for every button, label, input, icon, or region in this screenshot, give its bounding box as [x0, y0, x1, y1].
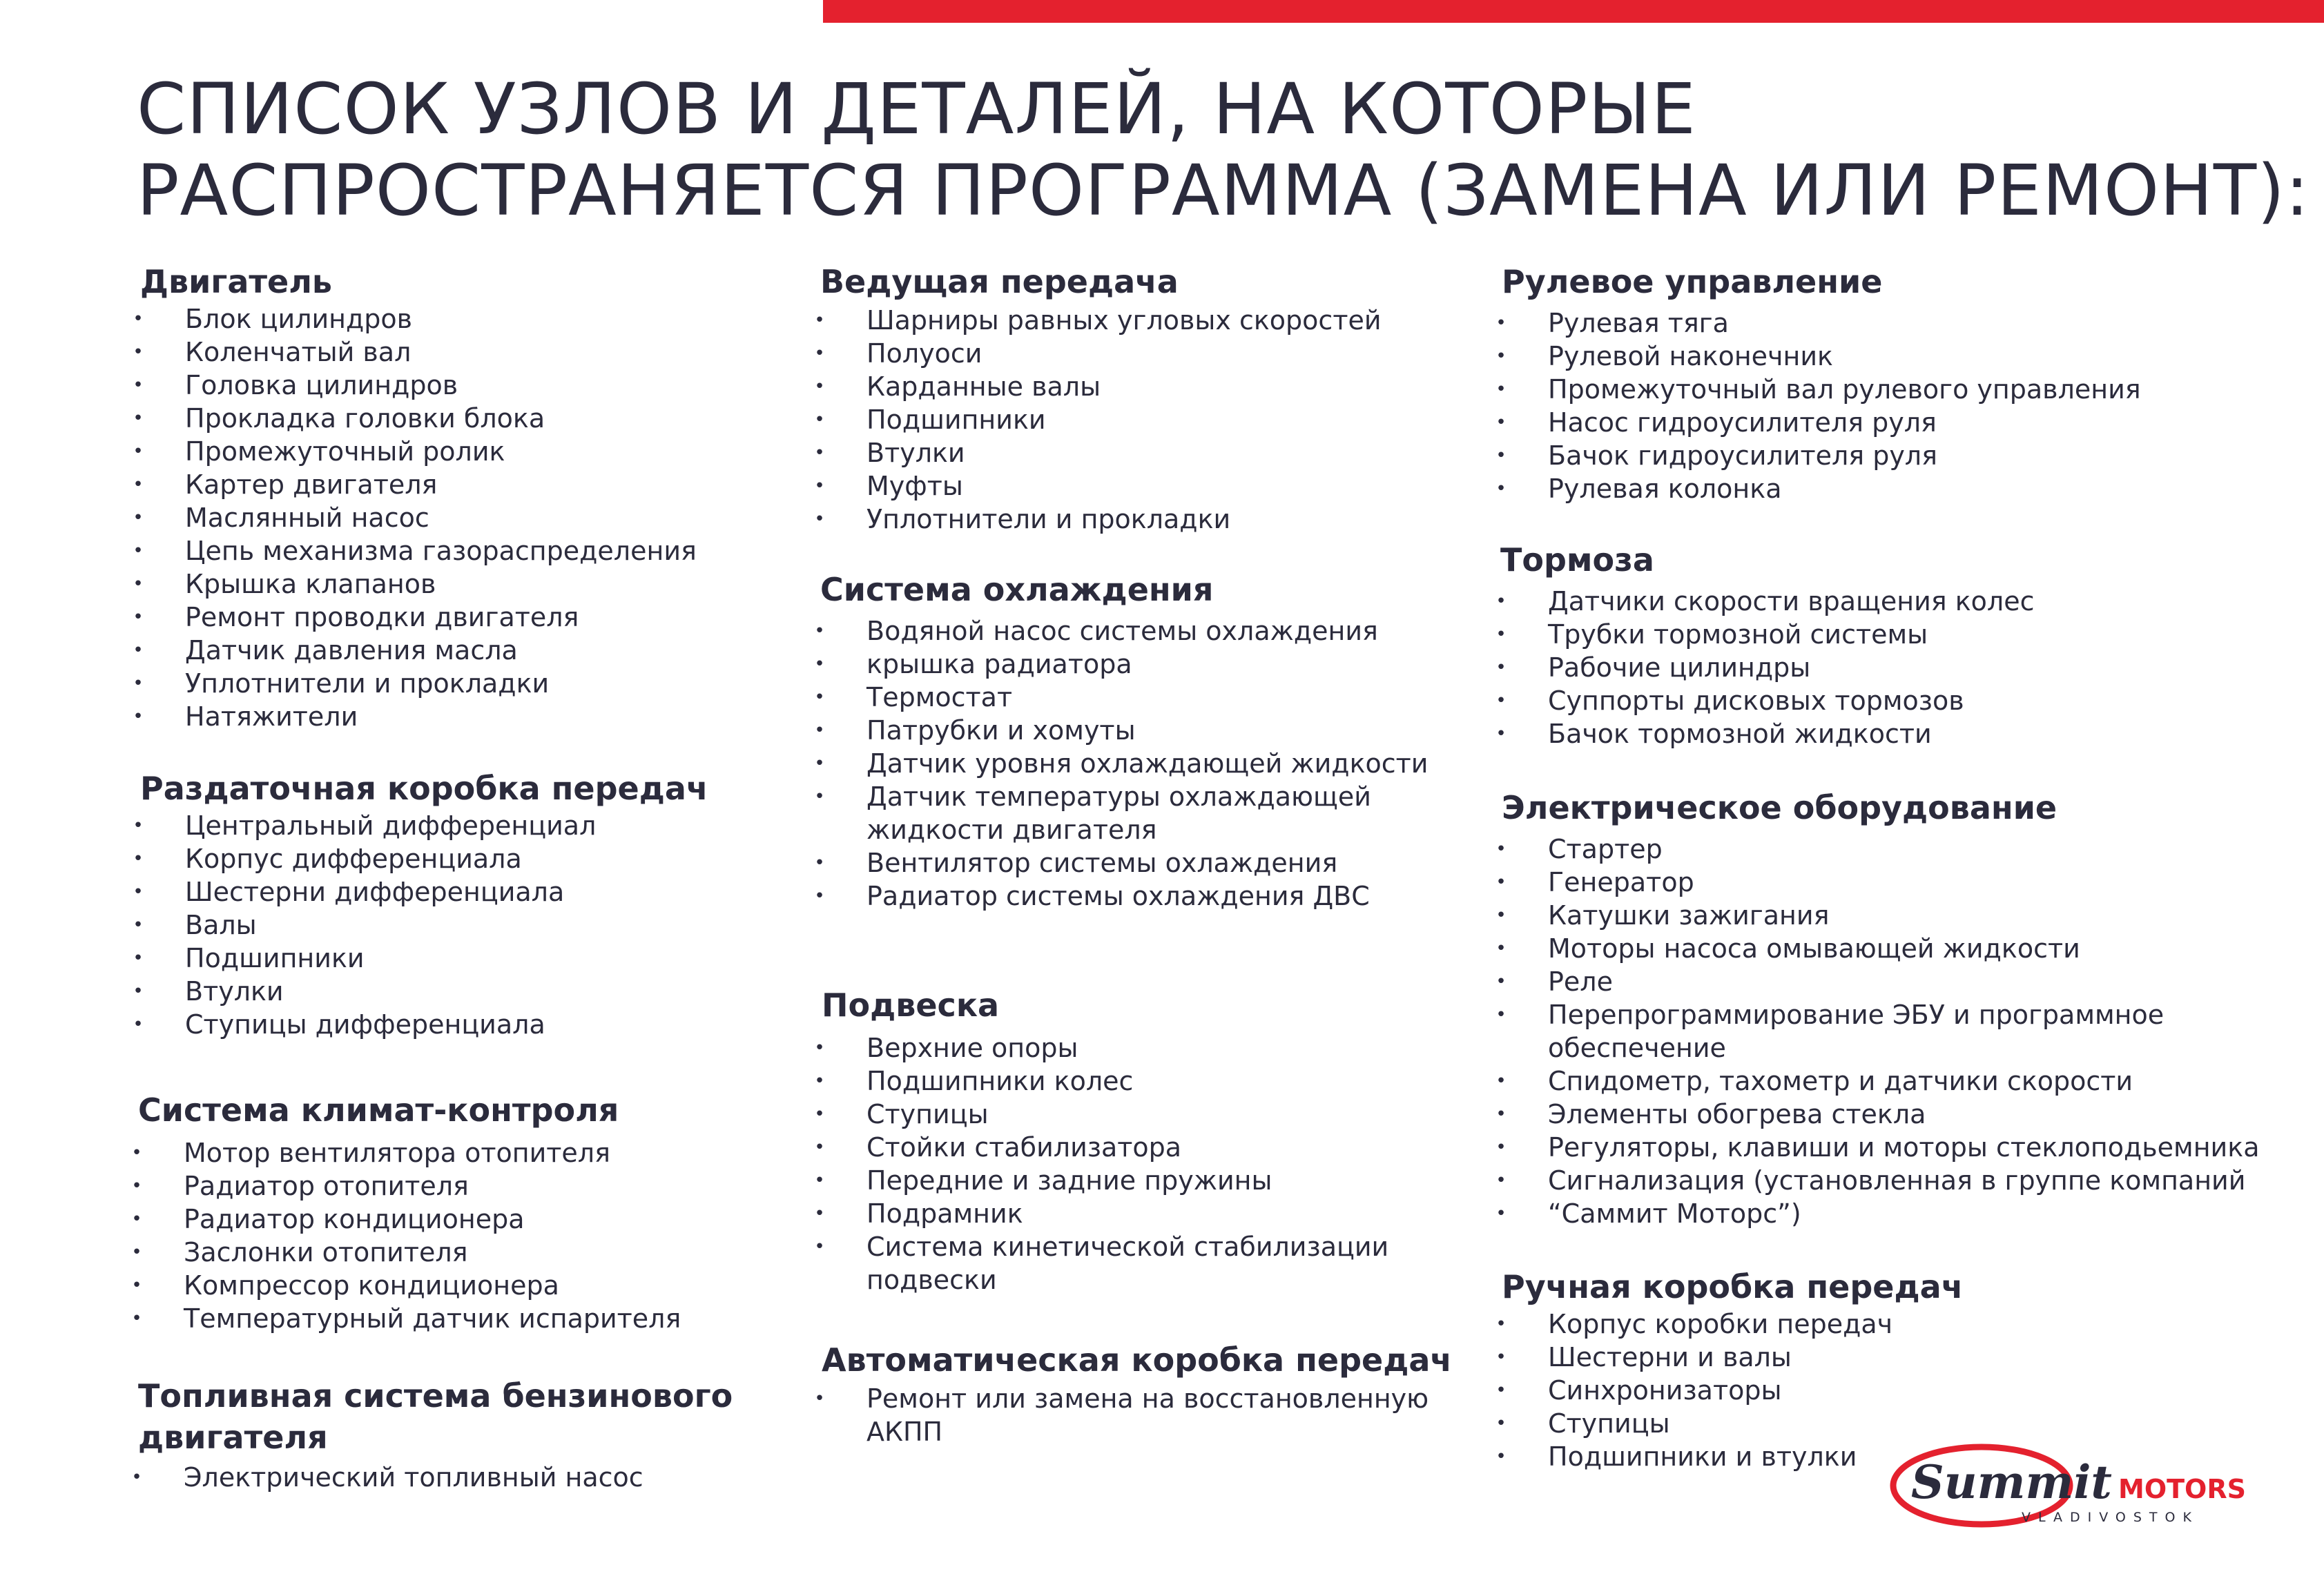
list-item	[1494, 1131, 2296, 1164]
list-item	[1494, 833, 2296, 866]
list-item	[131, 336, 796, 369]
list-item	[1494, 439, 2296, 472]
list-item-label: Суппорты дисковых тормозов	[1548, 686, 1964, 716]
section-title: Система климат-контроля	[138, 1091, 619, 1129]
list-item-label: Муфты	[866, 471, 963, 501]
list-item-label: Элементы обогрева стекла	[1548, 1099, 1926, 1129]
bullet-icon: •	[133, 1014, 144, 1035]
item-list	[1494, 585, 2294, 750]
list-item	[813, 304, 1476, 337]
list-item-label: Синхронизаторы	[1548, 1375, 1782, 1406]
list-item-label: Рулевой наконечник	[1548, 341, 1833, 371]
list-item	[131, 302, 796, 336]
bullet-icon: •	[133, 408, 144, 429]
list-item	[131, 402, 796, 435]
list-item	[813, 1382, 1478, 1448]
bullet-icon: •	[133, 673, 144, 694]
list-item-label: Промежуточный вал рулевого управления	[1548, 374, 2141, 405]
bullet-icon: •	[814, 310, 825, 331]
list-item-label: Датчик уровня охлаждающей жидкости	[866, 748, 1429, 779]
list-item	[813, 846, 1476, 880]
list-item-label: Подшипники	[866, 405, 1046, 435]
section-title: Рулевое управление	[1502, 263, 1883, 300]
bullet-icon: •	[814, 1203, 825, 1224]
bullet-icon: •	[131, 1209, 142, 1230]
list-item-label: Уплотнители и прокладки	[185, 668, 550, 699]
bullet-icon: •	[133, 815, 144, 836]
list-item-label: Компрессор кондиционера	[184, 1270, 559, 1301]
list-item	[1494, 373, 2296, 406]
list-item-label: Промежуточный ролик	[185, 436, 505, 467]
list-item	[131, 975, 796, 1008]
bullet-icon: •	[814, 1137, 825, 1158]
bullet-icon: •	[814, 720, 825, 741]
logo-script: Summit	[1911, 1455, 2112, 1509]
list-item	[131, 567, 796, 601]
bullet-icon: •	[1495, 1347, 1507, 1368]
list-item	[813, 469, 1476, 503]
list-item	[813, 1197, 1478, 1230]
section-title-line-1: Топливная система бензинового	[138, 1377, 733, 1415]
bullet-icon: •	[131, 1467, 142, 1488]
list-item-label: Моторы насоса омывающей жидкости	[1548, 933, 2080, 964]
list-item	[1494, 965, 2296, 998]
bullet-icon: •	[1495, 1380, 1507, 1401]
bullet-icon: •	[814, 886, 825, 906]
bullet-icon: •	[814, 1038, 825, 1058]
section-brakes	[1495, 539, 2294, 750]
list-item	[813, 648, 1476, 681]
list-item	[1494, 932, 2296, 965]
list-item	[1494, 1308, 2296, 1341]
bullet-icon: •	[1495, 624, 1507, 645]
section-electrical-equipment	[1495, 787, 2296, 1230]
list-item-label: Подрамник	[866, 1198, 1023, 1229]
section-title: Ведущая передача	[820, 263, 1179, 300]
item-list	[1494, 833, 2296, 1230]
list-item-label: Уплотнители и прокладки	[866, 504, 1231, 534]
bullet-icon: •	[814, 1104, 825, 1125]
section-title: Автоматическая коробка передач	[822, 1341, 1452, 1379]
page-title-line-1: СПИСОК УЗЛОВ И ДЕТАЛЕЙ, НА КОТОРЫЕ	[137, 68, 1696, 150]
list-item	[1494, 1341, 2296, 1374]
page-title-line-2: РАСПРОСТРАНЯЕТСЯ ПРОГРАММА (ЗАМЕНА ИЛИ РЕМОНТ):	[137, 150, 2310, 232]
bullet-icon: •	[814, 1071, 825, 1091]
list-item-label: Термостат	[866, 682, 1013, 712]
bullet-icon: •	[133, 948, 144, 969]
list-item	[813, 1098, 1478, 1131]
list-item-label: Радиатор системы охлаждения ДВС	[866, 881, 1370, 911]
list-item-label: Натяжители	[185, 701, 358, 732]
bullet-icon: •	[1495, 1446, 1507, 1467]
list-item	[131, 875, 796, 909]
bullet-icon: •	[814, 343, 825, 364]
list-item-label: Шестерни дифференциала	[185, 877, 565, 907]
logo-brand: MOTORS	[2118, 1474, 2246, 1504]
list-item	[1494, 1374, 2296, 1407]
section-title: Подвеска	[822, 987, 1000, 1024]
list-item	[1494, 651, 2294, 684]
list-item-label: Трубки тормозной системы	[1548, 619, 1928, 650]
bullet-icon: •	[1495, 872, 1507, 893]
list-item	[131, 369, 796, 402]
list-item-label: Блок цилиндров	[185, 304, 413, 334]
bullet-icon: •	[1495, 412, 1507, 433]
bullet-icon: •	[814, 1388, 825, 1409]
list-item	[813, 714, 1476, 747]
list-item-label: Мотор вентилятора отопителя	[184, 1138, 610, 1168]
bullet-icon: •	[814, 509, 825, 529]
bullet-icon: •	[1495, 657, 1507, 678]
bullet-icon: •	[1495, 1137, 1507, 1158]
section-title: Система охлаждения	[820, 571, 1214, 608]
list-item-label: Корпус дифференциала	[185, 844, 522, 874]
bullet-icon: •	[131, 1176, 142, 1196]
item-list	[813, 304, 1476, 536]
summit-motors-logo	[1884, 1441, 2249, 1531]
list-item	[131, 942, 796, 975]
bullet-icon: •	[133, 882, 144, 902]
list-item-label: Бачок тормозной жидкости	[1548, 719, 1932, 749]
bullet-icon: •	[1495, 690, 1507, 711]
list-item-label: Температурный датчик испарителя	[184, 1303, 681, 1334]
item-list	[131, 809, 796, 1041]
list-item	[1494, 998, 2296, 1065]
list-item	[1494, 1197, 2296, 1230]
list-item-label: Стартер	[1548, 834, 1663, 864]
list-item	[130, 1169, 794, 1203]
list-item-label: Ступицы	[866, 1099, 989, 1129]
list-item-label: Карданные валы	[866, 371, 1101, 402]
list-item	[1494, 406, 2296, 439]
list-item-label: Подшипники колес	[866, 1066, 1134, 1096]
section-steering	[1495, 261, 2296, 505]
list-item-label: Картер двигателя	[185, 469, 438, 500]
list-item-label: Ремонт или замена на восстановленную АКПП	[866, 1383, 1429, 1447]
list-item-label: Полуоси	[866, 338, 982, 369]
list-item	[130, 1461, 794, 1494]
list-item	[131, 601, 796, 634]
list-item-label: Маслянный насос	[185, 503, 429, 533]
bullet-icon: •	[814, 1236, 825, 1257]
list-item-label: Коленчатый вал	[185, 337, 411, 367]
list-item	[131, 534, 796, 567]
section-title: Двигатель	[140, 263, 333, 300]
bullet-icon: •	[1495, 379, 1507, 400]
bullet-icon: •	[133, 342, 144, 362]
bullet-icon: •	[133, 607, 144, 628]
list-item-label: Регуляторы, клавиши и моторы стеклоподьемника	[1548, 1132, 2260, 1163]
list-item-label: Сигнализация (установленная в группе компаний	[1548, 1165, 2246, 1196]
list-item	[813, 403, 1476, 436]
bullet-icon: •	[1495, 971, 1507, 992]
bullet-icon: •	[133, 706, 144, 727]
list-item-label: Прокладка головки блока	[185, 403, 545, 434]
section-title: Электрическое оборудование	[1502, 789, 2057, 826]
list-item-label: Генератор	[1548, 867, 1694, 897]
list-item	[813, 370, 1476, 403]
item-list	[1494, 307, 2296, 505]
bullet-icon: •	[814, 853, 825, 873]
section-transfer-case	[133, 768, 796, 1041]
bullet-icon: •	[814, 1170, 825, 1191]
bullet-icon: •	[1495, 1004, 1507, 1025]
bullet-icon: •	[131, 1143, 142, 1163]
bullet-icon: •	[1495, 1104, 1507, 1125]
bullet-icon: •	[1495, 1413, 1507, 1434]
list-item	[813, 780, 1476, 846]
list-item-label: Шестерни и валы	[1548, 1342, 1792, 1372]
bullet-icon: •	[133, 474, 144, 495]
list-item	[1494, 866, 2296, 899]
section-title-line-2: двигателя	[138, 1419, 328, 1456]
list-item-label: Система кинетической стабилизации подвески	[866, 1232, 1389, 1295]
bullet-icon: •	[814, 409, 825, 430]
list-item-label: Радиатор отопителя	[184, 1171, 469, 1201]
item-list	[813, 614, 1476, 913]
list-item-label: Корпус коробки передач	[1548, 1309, 1893, 1339]
list-item-label: Реле	[1548, 966, 1613, 997]
list-item-label: Рабочие цилиндры	[1548, 652, 1811, 683]
list-item-label: Передние и задние пружины	[866, 1165, 1272, 1196]
list-item	[130, 1236, 794, 1269]
list-item-label: Вентилятор системы охлаждения	[866, 848, 1338, 878]
list-item	[131, 842, 796, 875]
list-item-label: Втулки	[185, 976, 284, 1007]
bullet-icon: •	[133, 640, 144, 661]
section-title: Тормоза	[1500, 541, 1654, 579]
bullet-icon: •	[133, 441, 144, 462]
section-automatic-transmission	[814, 1339, 1478, 1448]
list-item-label: Крышка клапанов	[185, 569, 436, 599]
item-list	[813, 1382, 1478, 1448]
list-item	[131, 809, 796, 842]
bullet-icon: •	[1495, 1071, 1507, 1091]
list-item	[813, 436, 1476, 469]
bullet-icon: •	[133, 507, 144, 528]
section-engine	[133, 261, 796, 733]
bullet-icon: •	[814, 476, 825, 496]
list-item-label: Рулевая колонка	[1548, 474, 1782, 504]
bullet-icon: •	[133, 574, 144, 594]
list-item	[131, 667, 796, 700]
bullet-icon: •	[133, 915, 144, 935]
list-item	[130, 1269, 794, 1302]
logo-city: VLADIVOSTOK	[2022, 1510, 2199, 1525]
item-list	[131, 302, 796, 733]
list-item	[813, 1031, 1478, 1065]
page-title	[137, 68, 2310, 232]
list-item	[1494, 899, 2296, 932]
bullet-icon: •	[131, 1308, 142, 1329]
section-title: Ручная коробка передач	[1502, 1268, 1964, 1305]
list-item	[813, 1131, 1478, 1164]
item-list	[130, 1136, 794, 1335]
bullet-icon: •	[1495, 938, 1507, 959]
bullet-icon: •	[1495, 346, 1507, 367]
bullet-icon: •	[814, 443, 825, 463]
list-item	[131, 468, 796, 501]
list-item-label: Втулки	[866, 438, 965, 468]
list-item-label: Водяной насос системы охлаждения	[866, 616, 1378, 646]
bullet-icon: •	[1495, 1314, 1507, 1334]
list-item-label: Катушки зажигания	[1548, 900, 1830, 931]
bullet-icon: •	[814, 654, 825, 674]
list-item	[1494, 1065, 2296, 1098]
section-suspension	[814, 984, 1478, 1296]
list-item-label: Датчик давления масла	[185, 635, 518, 665]
list-item	[1494, 307, 2296, 340]
list-item	[1494, 684, 2294, 717]
list-item	[813, 614, 1476, 648]
bullet-icon: •	[131, 1242, 142, 1263]
bullet-icon: •	[133, 309, 144, 329]
list-item	[131, 700, 796, 733]
list-item-label: Подшипники и втулки	[1548, 1441, 1857, 1472]
list-item	[131, 634, 796, 667]
list-item-label: Ремонт проводки двигателя	[185, 602, 579, 632]
bullet-icon: •	[814, 687, 825, 708]
bullet-icon: •	[814, 786, 825, 807]
list-item	[813, 503, 1476, 536]
section-driveline	[814, 261, 1476, 536]
list-item-label: Подшипники	[185, 943, 365, 973]
list-item	[813, 747, 1476, 780]
list-item-label: Электрический топливный насос	[184, 1462, 643, 1493]
bullet-icon: •	[1495, 313, 1507, 333]
list-item	[813, 1230, 1478, 1296]
list-item	[130, 1136, 794, 1169]
list-item	[1494, 1407, 2296, 1440]
list-item-label: Шарниры равных угловых скоростей	[866, 305, 1382, 336]
list-item	[813, 337, 1476, 370]
list-item	[1494, 1098, 2296, 1131]
bullet-icon: •	[133, 848, 144, 869]
list-item	[1494, 472, 2296, 505]
list-item-label: Насос гидроусилителя руля	[1548, 407, 1937, 438]
list-item	[130, 1203, 794, 1236]
section-title: Раздаточная коробка передач	[140, 770, 708, 807]
list-item	[813, 1164, 1478, 1197]
list-item	[1494, 1164, 2296, 1197]
list-item-label: Ступицы дифференциала	[185, 1009, 545, 1040]
bullet-icon: •	[1495, 1203, 1507, 1224]
list-item-label: Стойки стабилизатора	[866, 1132, 1182, 1163]
list-item-label: Патрубки и хомуты	[866, 715, 1136, 746]
list-item	[1494, 618, 2294, 651]
list-item	[131, 909, 796, 942]
bullet-icon: •	[133, 375, 144, 396]
list-item	[1494, 340, 2296, 373]
list-item-label: Датчик температуры охлаждающей жидкости двигателя	[866, 781, 1371, 845]
list-item-label: Перепрограммирование ЭБУ и программное обеспечение	[1548, 1000, 2165, 1063]
list-item-label: Головка цилиндров	[185, 370, 458, 400]
section-cooling-system	[814, 569, 1476, 913]
bullet-icon: •	[814, 376, 825, 397]
list-item-label: Датчики скорости вращения колес	[1548, 586, 2035, 616]
list-item	[813, 880, 1476, 913]
list-item	[813, 1065, 1478, 1098]
list-item	[131, 435, 796, 468]
bullet-icon: •	[1495, 1170, 1507, 1191]
bullet-icon: •	[1495, 723, 1507, 744]
list-item-label: Радиатор кондиционера	[184, 1204, 525, 1234]
bullet-icon: •	[1495, 478, 1507, 499]
section-fuel-system	[131, 1375, 794, 1494]
bullet-icon: •	[1495, 839, 1507, 859]
list-item-label: Валы	[185, 910, 257, 940]
bullet-icon: •	[133, 981, 144, 1002]
list-item-label: Ступицы	[1548, 1408, 1670, 1439]
list-item-label: Цепь механизма газораспределения	[185, 536, 697, 566]
bullet-icon: •	[814, 621, 825, 641]
list-item-label: Верхние опоры	[866, 1033, 1078, 1063]
section-climate-control	[131, 1089, 794, 1335]
list-item	[131, 501, 796, 534]
list-item-label: Центральный дифференциал	[185, 810, 597, 841]
list-item-label: Заслонки отопителя	[184, 1237, 468, 1267]
list-item	[813, 681, 1476, 714]
bullet-icon: •	[133, 541, 144, 561]
bullet-icon: •	[131, 1275, 142, 1296]
bullet-icon: •	[1495, 905, 1507, 926]
list-item	[130, 1302, 794, 1335]
list-item-label: Рулевая тяга	[1548, 308, 1729, 338]
bullet-icon: •	[814, 753, 825, 774]
list-item	[131, 1008, 796, 1041]
top-accent-bar	[823, 0, 2324, 23]
list-item	[1494, 585, 2294, 618]
list-item-label: Бачок гидроусилителя руля	[1548, 440, 1937, 471]
item-list	[813, 1031, 1478, 1296]
bullet-icon: •	[1495, 445, 1507, 466]
list-item-label: “Саммит Моторс”)	[1548, 1198, 1801, 1229]
bullet-icon: •	[1495, 591, 1507, 612]
list-item-label: крышка радиатора	[866, 649, 1132, 679]
list-item-label: Спидометр, тахометр и датчики скорости	[1548, 1066, 2133, 1096]
item-list	[130, 1461, 794, 1494]
list-item	[1494, 717, 2294, 750]
